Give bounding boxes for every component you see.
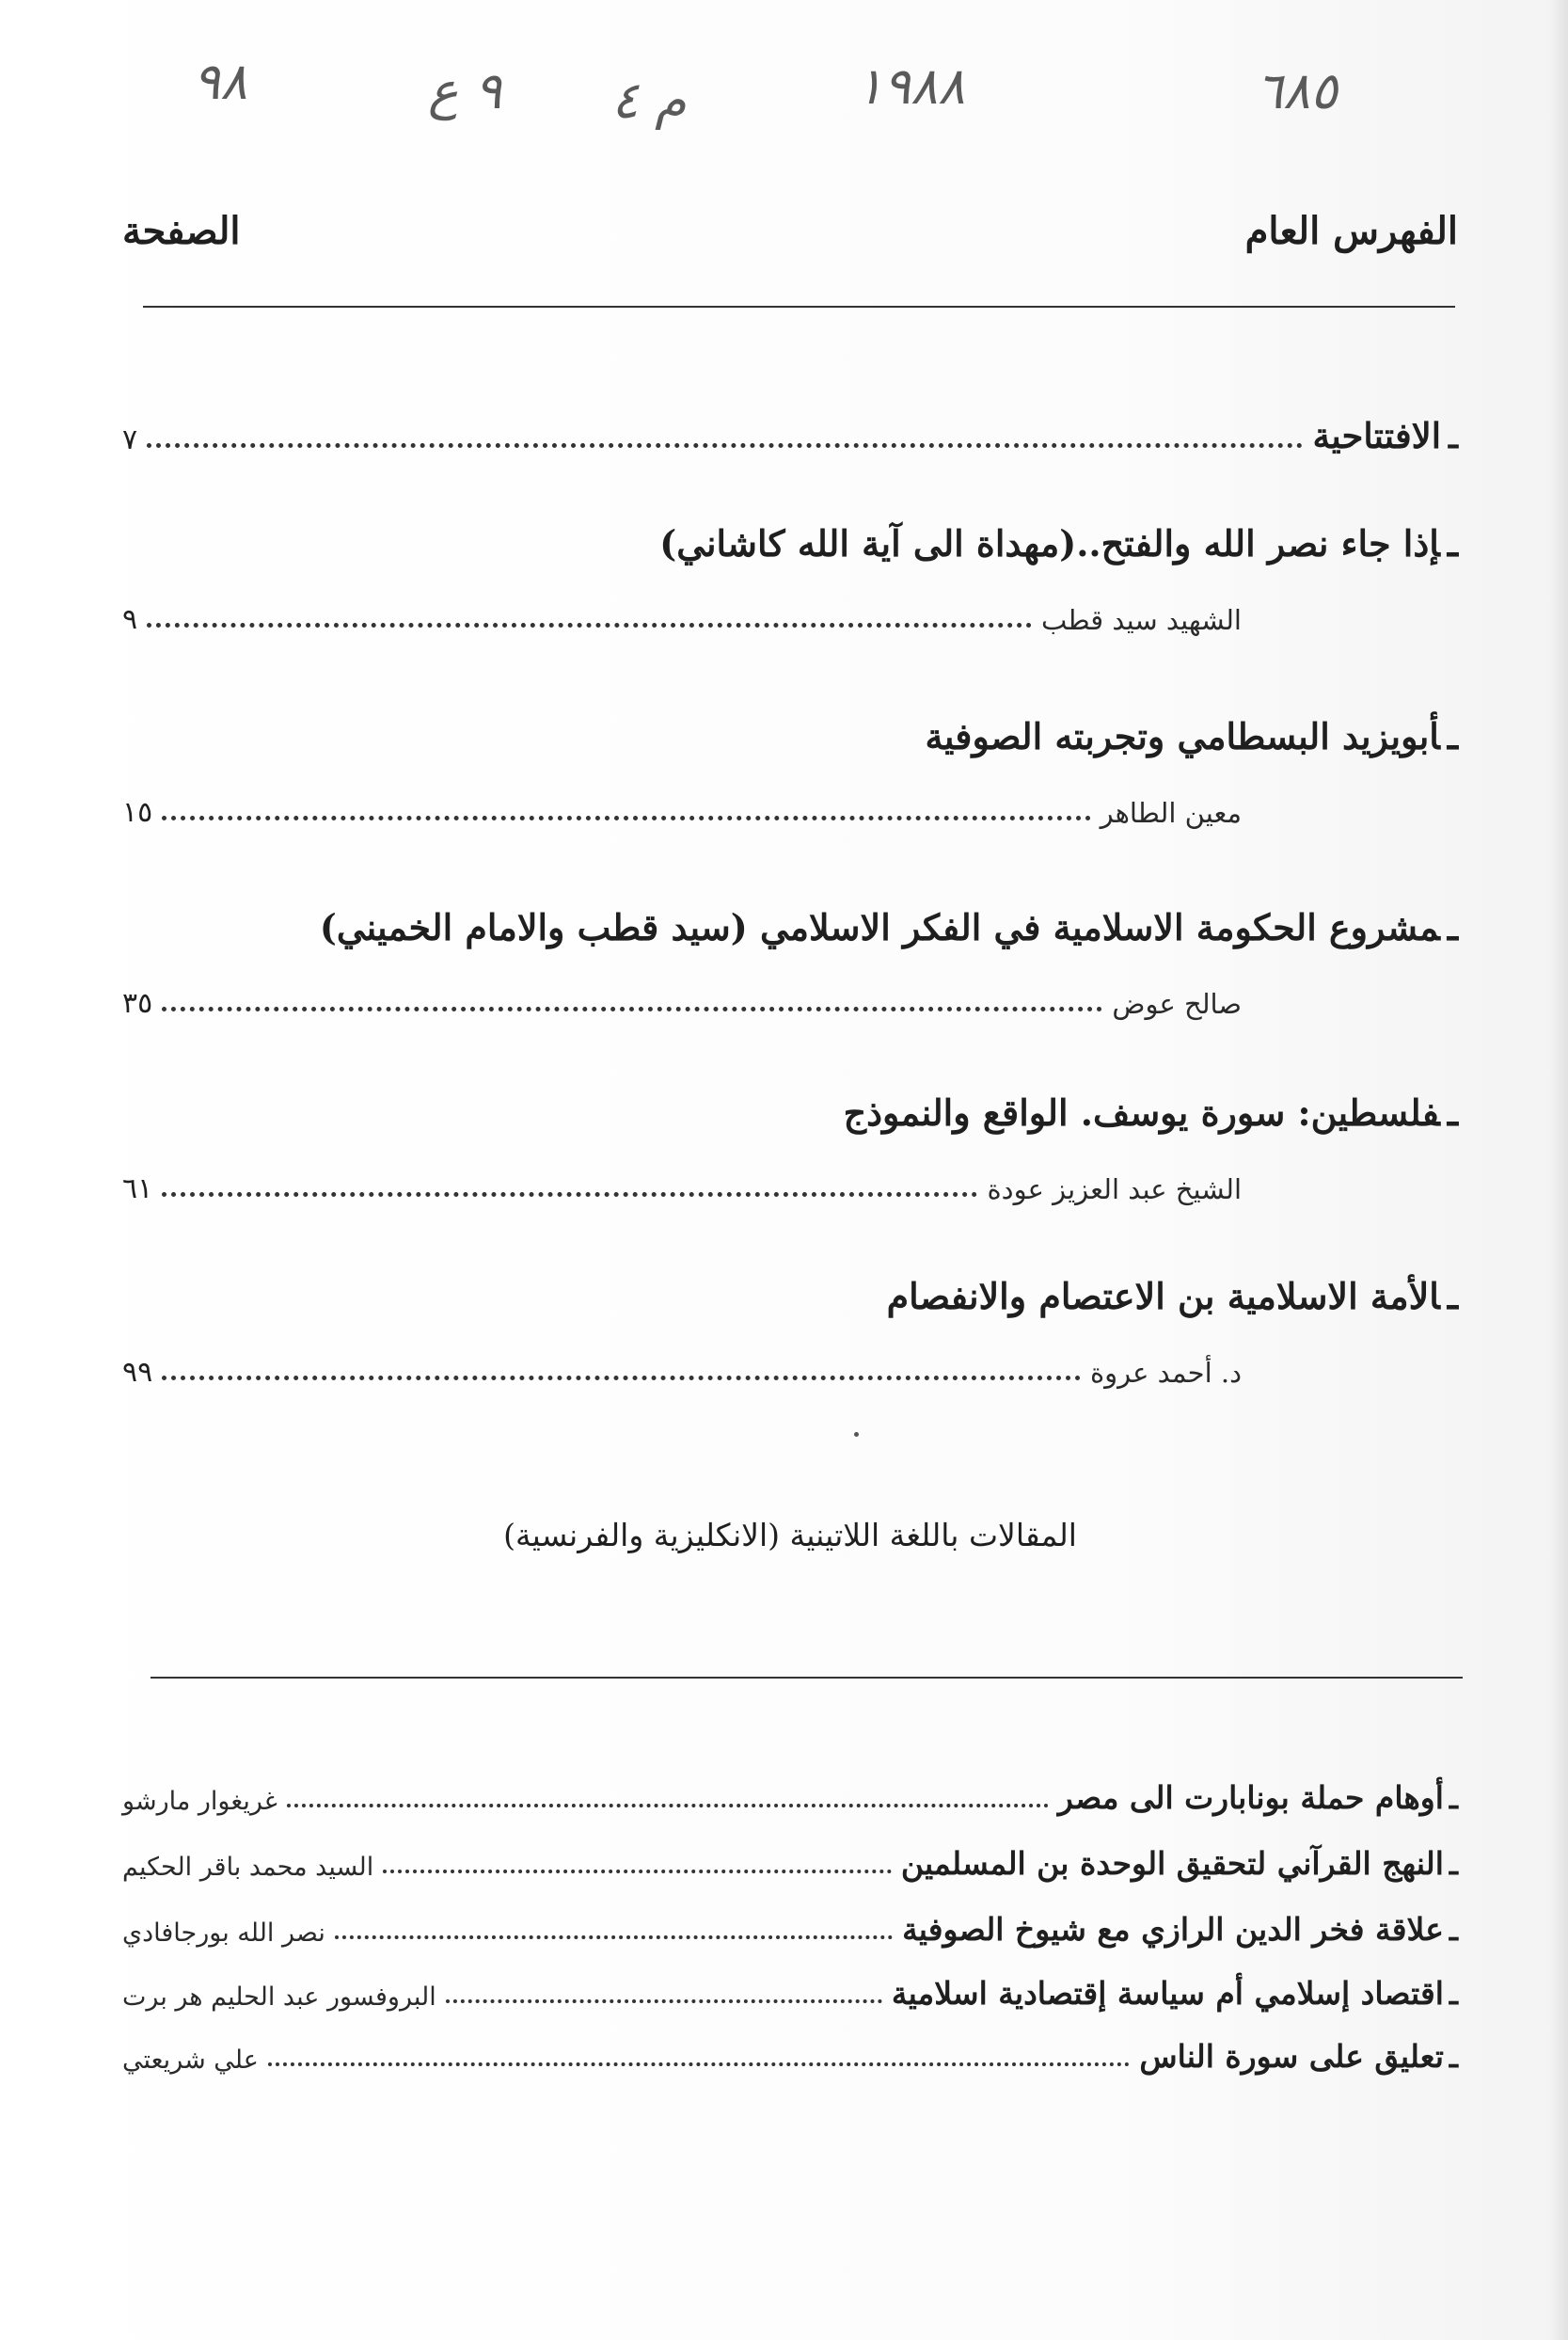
entry-title: أبويزيد البسطامي وتجربته الصوفية [925,715,1440,757]
leader-dots [162,1376,1081,1380]
latin-article-3[interactable] [122,1901,1458,1948]
toc-entry-3-title[interactable] [925,715,1458,757]
article-title: أوهام حملة بونابارت الى مصر [1057,1779,1444,1816]
entry-dash: ـ [1449,1848,1458,1882]
entry-dash: ـ [1449,419,1458,456]
toc-entry-4-author-line [122,967,1458,1020]
article-title: اقتصاد إسلامي أم سياسة إقتصادية اسلامية [891,1975,1444,2012]
entry-dash: ـ [1449,1978,1458,2012]
latin-section-heading: المقالات باللغة اللاتينية (الانكليزية والفرنسية) [503,1517,1077,1553]
latin-article-4[interactable] [122,1965,1458,2012]
page-number: ١٥ [122,796,153,829]
entry-dash: ـ [1447,715,1458,757]
entry-author: صالح عوض [1112,988,1242,1020]
page-number: ٧ [122,423,138,456]
handwritten-year: ١٩٨٨ [856,56,966,116]
latin-article-1[interactable] [122,1769,1458,1816]
entry-dash: ـ [1449,2041,1458,2075]
toc-entry-2-title[interactable] [659,522,1458,565]
leader-dots [287,1804,1049,1807]
article-author: البروفسور عبد الحليم هر برت [122,1982,436,2012]
page-number: ٩٩ [122,1356,153,1389]
entry-title: فلسطين: سورة يوسف. الواقع والنموذج [843,1091,1440,1134]
handwritten-number: ٩٨ [193,52,248,111]
handwritten-issue: ٩ ع [428,61,502,120]
leader-dots [162,1192,977,1197]
toc-entry-2-author-line [122,583,1458,636]
handwritten-volume: م ٤ [611,71,687,130]
latin-section-divider [150,1677,1463,1679]
entry-dash: ـ [1447,906,1458,948]
toc-entry-3-author-line [122,776,1458,829]
leader-dots [335,1935,893,1939]
entry-title: الافتتاحية [1312,415,1442,456]
leader-dots [268,2062,1131,2066]
toc-entry-5-title[interactable] [844,1091,1458,1134]
entry-title: إذا جاء نصر الله والفتح..(مهداة الى آية الله كاشاني) [659,522,1440,565]
entry-dash: ـ [1447,1091,1458,1134]
page-number: ٦١ [122,1172,153,1205]
page-edge-shadow [1549,0,1568,2340]
handwritten-code: ٦٨٥ [1256,61,1338,120]
article-title: تعليق على سورة الناس [1139,2038,1444,2075]
entry-author: د. أحمد عروة [1089,1357,1242,1389]
toc-entry-5-author-line [122,1153,1458,1205]
entry-author: الشهيد سيد قطب [1041,604,1242,636]
entry-dash: ـ [1449,1782,1458,1816]
entry-author: الشيخ عبد العزيز عودة [987,1173,1242,1205]
entry-author: معين الطاهر [1100,797,1242,829]
leader-dots [162,1007,1102,1011]
leader-dots [147,623,1032,628]
article-author: غريغوار مارشو [122,1787,277,1816]
article-title: علاقة فخر الدين الرازي مع شيوخ الصوفية [902,1911,1444,1948]
entry-title: مشروع الحكومة الاسلامية في الفكر الاسلامي (سيد قطب والامام الخميني) [319,906,1440,948]
toc-entry-1[interactable] [122,400,1458,456]
leader-dots [383,1870,892,1873]
toc-entry-6-title[interactable] [887,1275,1458,1317]
entry-dash: ـ [1447,522,1458,565]
page-number: ٣٥ [122,987,153,1020]
latin-article-5[interactable] [122,2028,1458,2075]
entry-dash: ـ [1447,1275,1458,1317]
leader-dots [162,816,1090,820]
article-author: علي شريعتي [122,2046,259,2075]
page-column-label: الصفحة [122,209,241,253]
latin-article-2[interactable] [122,1835,1458,1882]
leader-dots [147,443,1303,448]
print-speck [854,1432,859,1437]
entry-dash: ـ [1449,1914,1458,1948]
toc-entry-6-author-line [122,1336,1458,1389]
leader-dots [446,1999,882,2003]
article-title: النهج القرآني لتحقيق الوحدة بن المسلمين [900,1845,1444,1882]
article-author: السيد محمد باقر الحكيم [122,1853,374,1882]
page-number: ٩ [122,603,138,636]
toc-entry-4-title[interactable] [320,906,1458,948]
index-title: الفهرس العام [1244,209,1458,253]
entry-title: الأمة الاسلامية بن الاعتصام والانفصام [886,1275,1440,1317]
article-author: نصر الله بورجافادي [122,1918,325,1948]
header-divider [143,306,1455,308]
